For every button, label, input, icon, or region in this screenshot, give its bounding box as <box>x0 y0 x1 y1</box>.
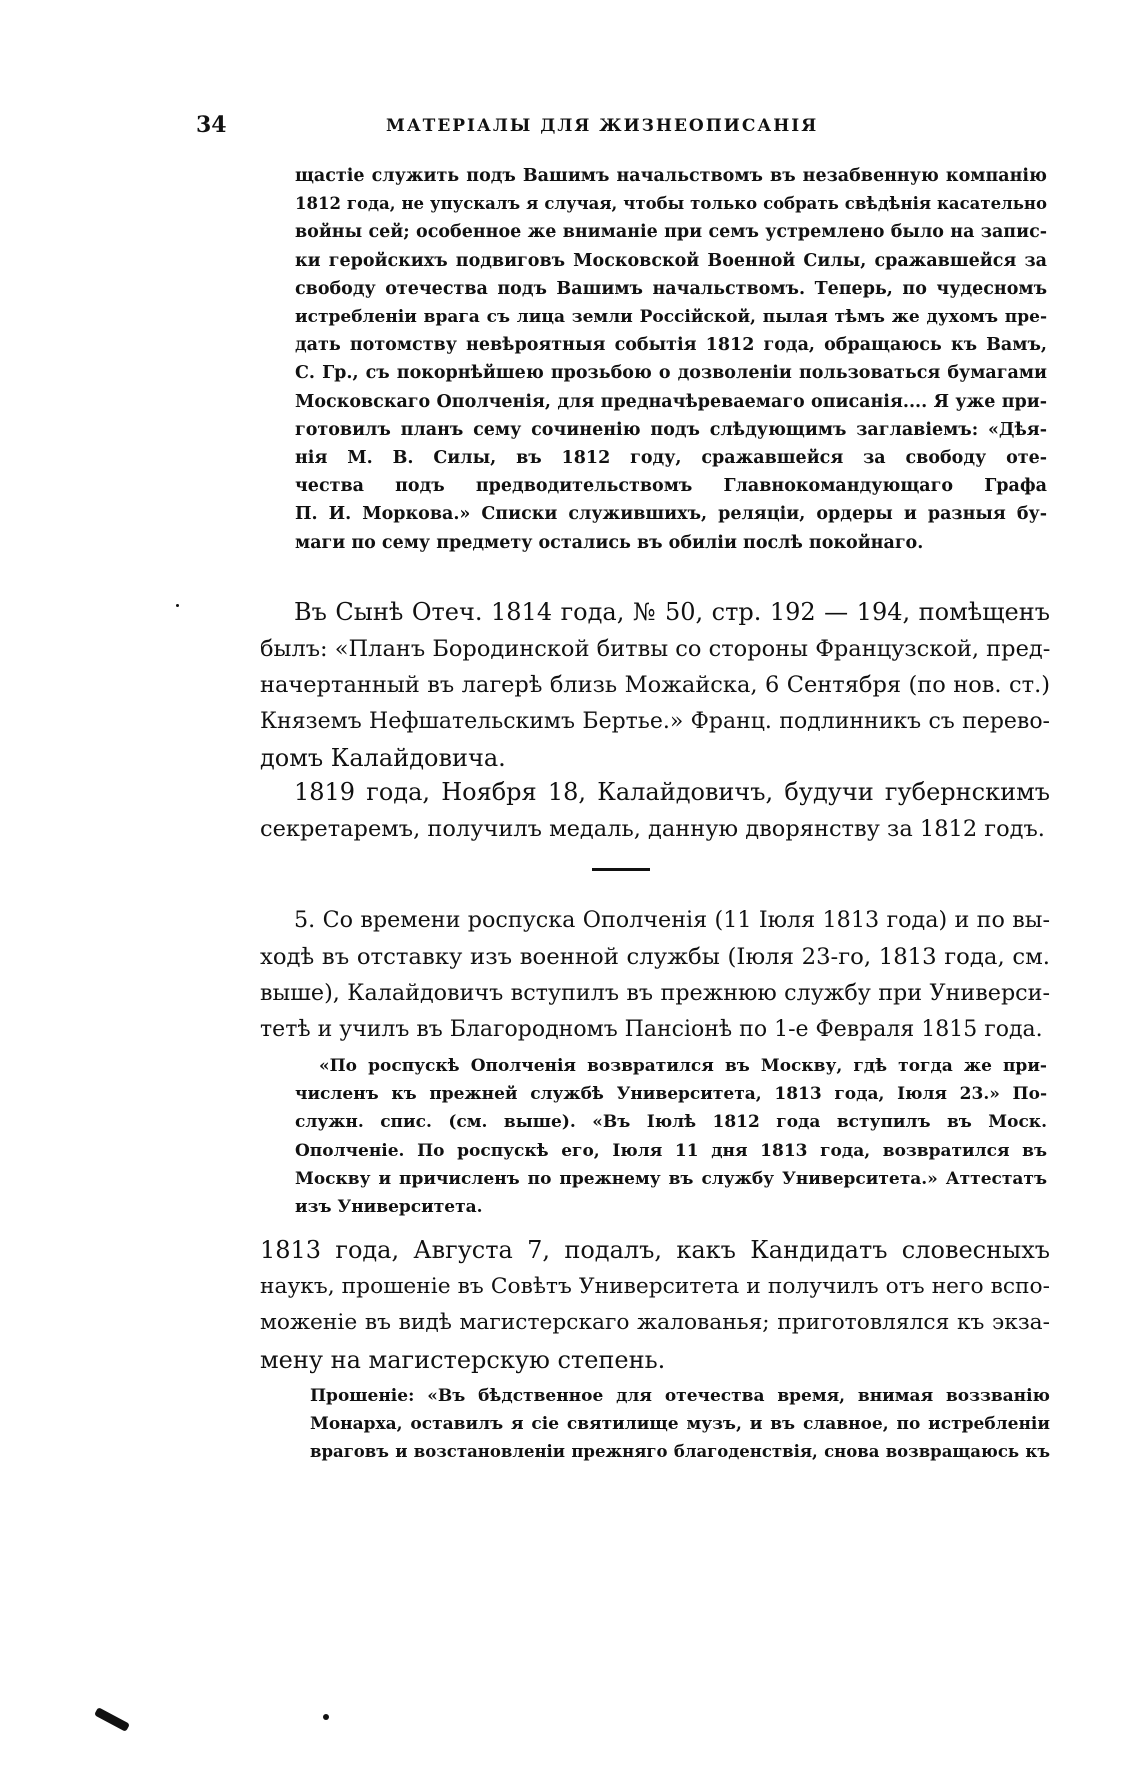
text-line: тетѣ и училъ въ Благородномъ Пансіонѣ по 1-е Февраля 1815 года. <box>260 1016 1043 1042</box>
text-line: моженіе въ видѣ магистерскаго жалованья; приготовлялся къ экза- <box>260 1310 1050 1335</box>
text-line: войны сей; особенное же вниманіе при семъ устремлено было на запис- <box>295 222 1047 243</box>
text-line: нія М. В. Силы, въ 1812 году, сражавшейся за свободу оте- <box>295 448 1047 469</box>
text-line: свободу отечества подъ Вашимъ начальствомъ. Теперь, по чудесномъ <box>295 278 1047 299</box>
running-title: МАТЕРIАЛЫ ДЛЯ ЖИЗНЕОПИСАНIЯ <box>386 116 819 136</box>
scan-artifact <box>323 1714 329 1720</box>
main-paragraph-3 <box>260 1232 1050 1378</box>
scan-artifact <box>94 1707 130 1732</box>
text-line: чества подъ предводительствомъ Главнокомандующаго Графа <box>295 476 1047 497</box>
text-line: 1819 года, Ноября 18, Калайдовичъ, будучи губернскимъ <box>294 778 1050 806</box>
text-line: Прошеніе: «Въ бѣдственное для отечества время, внимая воззванію <box>310 1386 1050 1406</box>
text-line: Монарха, оставилъ я сіе святилище музъ, и въ славное, по истребленіи <box>310 1414 1050 1435</box>
text-line: С. Гр., съ покорнѣйшею прозьбою о дозволеніи пользоваться бумагами <box>295 363 1047 384</box>
text-line: ходѣ въ отставку изъ военной службы (Іюля 23-го, 1813 года, см. <box>260 943 1050 970</box>
section-5-paragraph <box>260 902 1050 1048</box>
text-line: наукъ, прошеніе въ Совѣтъ Университета и получилъ отъ него вспо- <box>260 1273 1050 1299</box>
petition-quote-block <box>310 1382 1050 1467</box>
text-line: Въ Сынѣ Отеч. 1814 года, № 50, стр. 192 — 194, помѣщенъ <box>294 598 1050 626</box>
text-line: выше), Калайдовичъ вступилъ въ прежнюю службу при Универси- <box>260 980 1050 1006</box>
text-line: «По роспускѣ Ополченія возвратился въ Москву, гдѣ тогда же при- <box>319 1056 1047 1076</box>
text-line: 5. Со времени роспуска Ополченія (11 Іюля 1813 года) и по вы- <box>294 907 1050 933</box>
quoted-letter-block <box>295 162 1047 557</box>
section-divider <box>592 868 650 871</box>
text-line: 1813 года, Августа 7, подалъ, какъ Кандидатъ словесныхъ <box>260 1236 1050 1264</box>
text-line: секретаремъ, получилъ медаль, данную дворянству за 1812 годъ. <box>260 815 1045 842</box>
text-line: мену на магистерскую степень. <box>260 1345 666 1374</box>
text-line: изъ Университета. <box>295 1197 483 1218</box>
citation-block <box>295 1052 1047 1221</box>
text-line: Москву и причисленъ по прежнему въ службу Университета.» Аттестатъ <box>295 1168 1047 1189</box>
main-paragraph-1 <box>260 594 1050 777</box>
text-line: истребленіи врага съ лица земли Россійской, пылая тѣмъ же духомъ пре- <box>295 307 1047 328</box>
text-line: щастіе служить подъ Вашимъ начальствомъ въ незабвенную компанію <box>295 166 1047 186</box>
text-line: Ополченіе. По роспускѣ его, Іюля 11 дня 1813 года, возвратился въ <box>295 1140 1047 1161</box>
text-line: былъ: «Планъ Бородинской битвы со стороны Французской, пред- <box>260 635 1051 662</box>
text-line: Московскаго Ополченія, для предначѣреваемаго описанія.... Я уже при- <box>295 391 1047 412</box>
scan-artifact <box>176 604 179 607</box>
text-line: Княземъ Нефшательскимъ Бертье.» Франц. подлинникъ съ перево- <box>260 708 1050 734</box>
text-line: готовилъ планъ сему сочиненію подъ слѣдующимъ заглавіемъ: «Дѣя- <box>295 419 1047 440</box>
running-head <box>196 112 1066 142</box>
page-number: 34 <box>196 112 227 138</box>
text-line: домъ Калайдовича. <box>260 744 506 772</box>
text-line: 1812 года, не упускалъ я случая, чтобы только собрать свѣдѣнія касательно <box>295 194 1047 214</box>
main-paragraph-2 <box>260 774 1050 847</box>
text-line: численъ къ прежней службѣ Университета, 1813 года, Іюля 23.» По- <box>295 1084 1047 1105</box>
text-line: начертанный въ лагерѣ близь Можайска, 6 Сентября (по нов. ст.) <box>260 672 1050 698</box>
text-line: П. И. Моркова.» Списки служившихъ, реляціи, ордеры и разныя бу- <box>295 504 1047 525</box>
text-line: маги по сему предмету остались въ обиліи послѣ покойнаго. <box>295 532 924 553</box>
text-line: враговъ и возстановленіи прежняго благоденствія, снова возвращаюсь къ <box>310 1442 1050 1462</box>
text-line: дать потомству невѣроятныя событія 1812 года, обращаюсь къ Вамъ, <box>295 335 1047 356</box>
text-line: служн. спис. (см. выше). «Въ Іюлѣ 1812 года вступилъ въ Моск. <box>295 1112 1047 1133</box>
text-line: ки геройскихъ подвиговъ Московской Военной Силы, сражавшейся за <box>295 250 1047 271</box>
